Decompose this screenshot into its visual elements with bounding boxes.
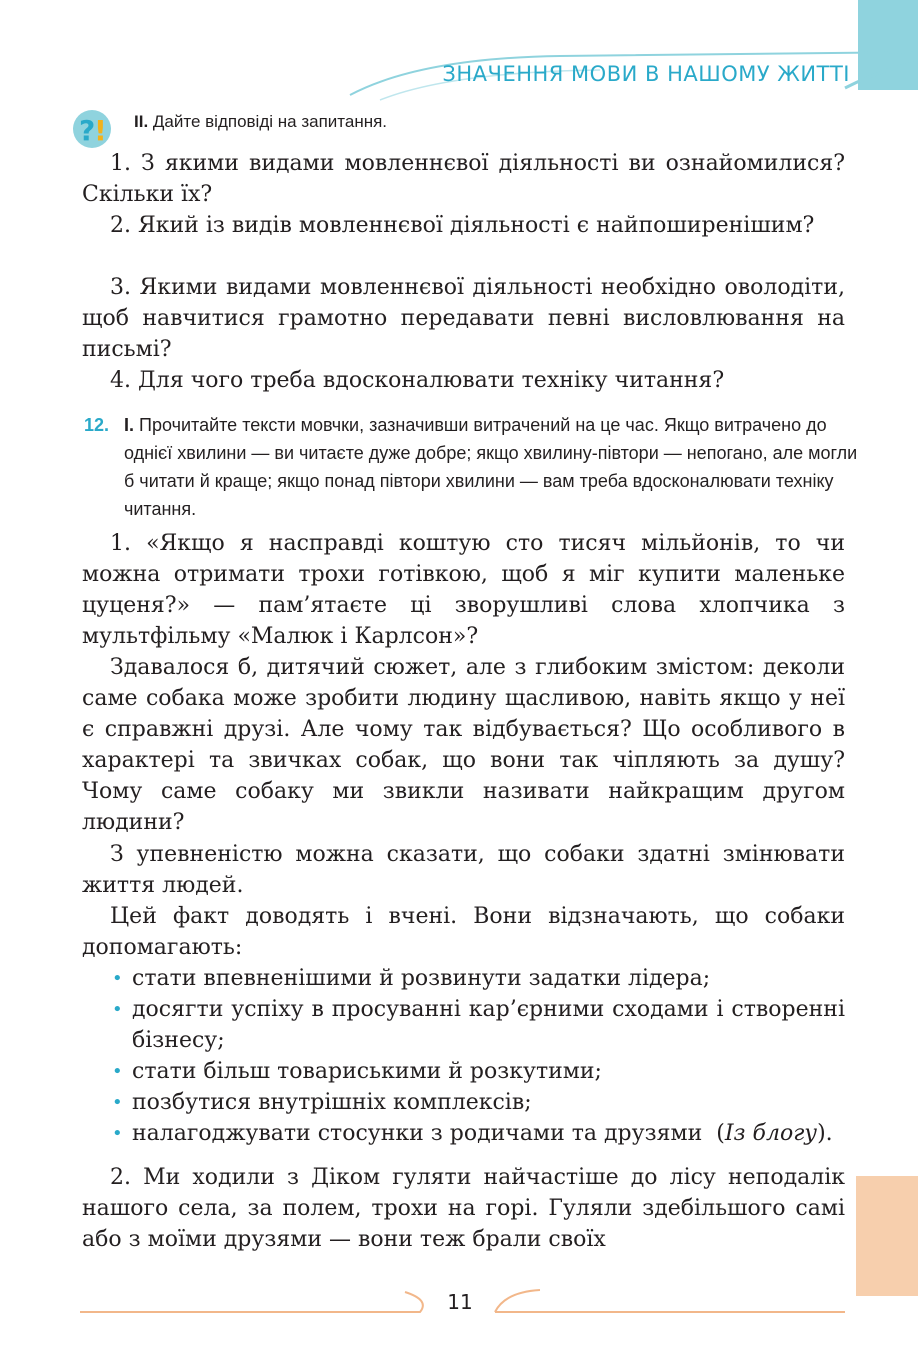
question-2: 2. Який із видів мовленнєвої діяльності є найпоширенішим?	[110, 213, 815, 238]
task-ii-label: II.	[134, 112, 149, 131]
task-ii-heading	[134, 112, 387, 132]
question-4: 4. Для чого треба вдосконалювати техніку читання?	[110, 368, 725, 393]
bullet-item: • стати впевненішими й розвинути задатки лідера;	[112, 966, 711, 991]
section-title: ЗНАЧЕННЯ МОВИ В НАШОМУ ЖИТТІ	[442, 62, 850, 86]
task-ii-instruction: Дайте відповіді на запитання.	[152, 112, 388, 131]
question-1: 1. З якими видами мовленнєвої діяльності ви ознайомилися? Скільки їх?	[82, 151, 845, 207]
task-12-instruction: Прочитайте тексти мовчки, зазначивши витрачений на це час. Якщо витрачено до однієї хвилини — ви читаєте дуже добре; якщо хвилину-півтори — непогано, але могли б читати й краще; якщо понад півтори хвилини — вам треба вдосконалювати техніку читання.	[124, 415, 858, 519]
svg-text:!: !	[94, 114, 107, 147]
page-number: 11	[447, 1290, 473, 1314]
question-exclamation-icon	[72, 107, 112, 151]
text1-paragraph-3: З упевненістю можна сказати, що собаки здатні змінювати життя людей.	[82, 842, 845, 898]
svg-text:?: ?	[79, 114, 96, 147]
text2-paragraph: 2. Ми ходили з Діком гуляти найчастіше до лісу неподалік нашого села, за полем, трохи на горі. Гуляли здебільшого самі або з моїми друзями — вони теж брали своїх	[82, 1165, 845, 1252]
bullet-item: • налагоджувати стосунки з родичами та друзями (Із блогу).	[112, 1121, 833, 1146]
task-number: 12.	[84, 415, 110, 435]
bullet-item: • позбутися внутрішніх комплексів;	[112, 1090, 532, 1115]
question-3: 3. Якими видами мовленнєвої діяльності необхідно оволодіти, щоб навчитися грамотно передавати певні висловлювання на письмі?	[82, 275, 845, 362]
text1-paragraph-4: Цей факт доводять і вчені. Вони відзначають, що собаки допомагають:	[82, 904, 845, 960]
task-12-label: I.	[124, 415, 135, 435]
text1-paragraph-2: Здавалося б, дитячий сюжет, але з глибоким змістом: деколи саме собака може зробити людину щасливою, навіть якщо у неї є справжні друзі. Але чому так відбувається? Що особливого в характері та звичках собак, що вони так чіпляють за душу? Чому саме собаку ми звикли називати найкращим другом людини?	[82, 655, 845, 835]
bullet-item: • стати більш товариськими й розкутими;	[112, 1059, 602, 1084]
header-curve	[0, 0, 918, 110]
text1-paragraph-1: 1. «Якщо я насправді коштую сто тисяч мільйонів, то чи можна отримати трохи готівкою, щоб я міг купити маленьке цуценя?» — пам’ятаєте ці зворушливі слова хлопчика з мультфільму «Малюк і Карлсон»?	[82, 531, 845, 649]
bullet-item: • досягти успіху в просуванні кар’єрними сходами і створенні бізнесу;	[112, 997, 845, 1053]
footer-decoration	[0, 1270, 918, 1360]
source-citation: Із блогу	[724, 1121, 818, 1146]
